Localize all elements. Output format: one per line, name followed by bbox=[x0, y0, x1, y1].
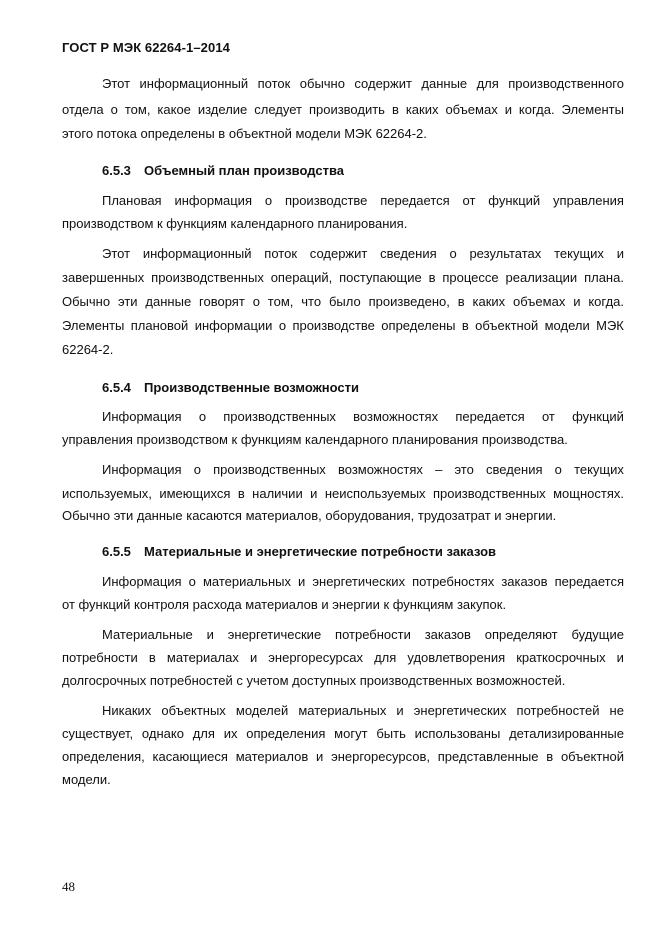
section-number: 6.5.5 bbox=[102, 544, 131, 559]
text-line: этого потока определены в объектной модели МЭК 62264-2. bbox=[62, 126, 427, 141]
text-line: долгосрочных потребностей с учетом доступных производственных возможностей. bbox=[62, 673, 566, 688]
document-header: ГОСТ Р МЭК 62264-1–2014 bbox=[62, 40, 230, 55]
text-line: Обычно эти данные говорят о том, что было произведено, в каких объемах и когда. bbox=[62, 294, 624, 309]
text-line: Никаких объектных моделей материальных и энергетических потребностей не bbox=[102, 703, 624, 718]
text-line: Информация о материальных и энергетических потребностях заказов передается bbox=[102, 574, 624, 589]
text-line: используемых, имеющихся в наличии и неиспользуемых производственных мощностях. bbox=[62, 486, 624, 501]
section-title: Производственные возможности bbox=[144, 380, 360, 395]
text-line: Информация о производственных возможностях передается от функций bbox=[102, 409, 624, 424]
text-line: Плановая информация о производстве передается от функций управления bbox=[102, 193, 624, 208]
text-line: завершенных производственных операций, поступающие в процессе реализации плана. bbox=[62, 270, 624, 285]
page-number: 48 bbox=[62, 879, 75, 894]
section-heading bbox=[102, 544, 496, 560]
text-line: модели. bbox=[62, 772, 111, 787]
section-number: 6.5.4 bbox=[102, 380, 131, 395]
text-line: потребности в материалах и энергоресурсах для удовлетворения краткосрочных и bbox=[62, 650, 624, 665]
section-title: Материальные и энергетические потребности заказов bbox=[144, 544, 497, 559]
text-line: производством к функциям календарного планирования. bbox=[62, 216, 408, 231]
text-line: Обычно эти данные касаются материалов, оборудования, трудозатрат и энергии. bbox=[62, 508, 557, 523]
text-line: Элементы плановой информации о производстве определены в объектной модели МЭК bbox=[62, 318, 624, 333]
text-line: определения, касающиеся материалов и энергоресурсов, представленные в объектной bbox=[62, 749, 624, 764]
section-number: 6.5.3 bbox=[102, 163, 131, 178]
section-heading bbox=[102, 380, 359, 396]
text-line: отдела о том, какое изделие следует производить в каких объемах и когда. Элементы bbox=[62, 102, 624, 117]
text-line: управления производством к функциям календарного планирования производства. bbox=[62, 432, 568, 447]
section-heading bbox=[102, 163, 344, 179]
text-line: 62264-2. bbox=[62, 342, 114, 357]
section-title: Объемный план производства bbox=[144, 163, 344, 178]
text-line: существует, однако для их определения могут быть использованы детализированные bbox=[62, 726, 624, 741]
text-line: от функций контроля расхода материалов и энергии к функциям закупок. bbox=[62, 597, 507, 612]
text-line: Этот информационный поток обычно содержит данные для производственного bbox=[102, 76, 624, 91]
text-line: Материальные и энергетические потребности заказов определяют будущие bbox=[102, 627, 624, 642]
text-line: Этот информационный поток содержит сведения о результатах текущих и bbox=[102, 246, 624, 261]
text-line: Информация о производственных возможностях – это сведения о текущих bbox=[102, 462, 624, 477]
